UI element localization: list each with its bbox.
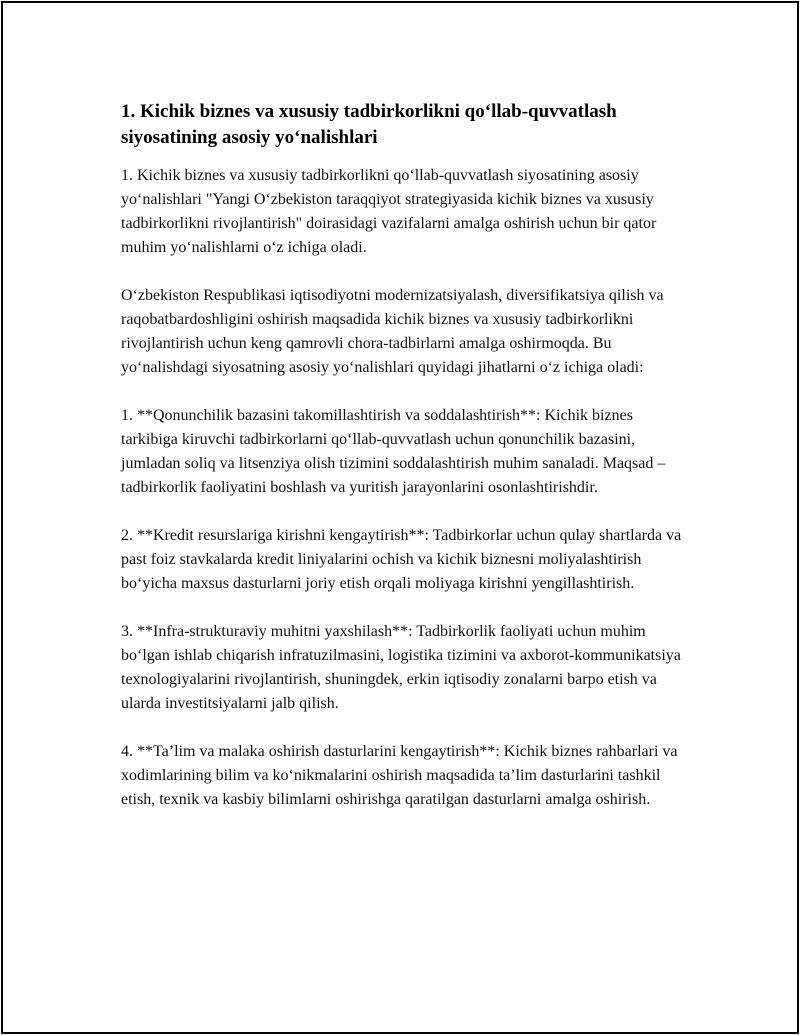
paragraph-item-2: 2. **Kredit resurslariga kirishni kengaytirish**: Tadbirkorlar uchun qulay shartlarda va past foiz stavkalarda kredit liniyalarini ochish va kichik biznesni moliyalashtirish bo‘yicha maxsus dasturlarni joriy etish orqali moliyaga kirishni yengillashtirish. [121,527,682,592]
document-page [1,1,799,1034]
paragraph-item-3: 3. **Infra-strukturaviy muhitni yaxshilash**: Tadbirkorlik faoliyati uchun muhim bo‘lgan ishlab chiqarish infratuzilmasini, logistika tizimini va axborot-kommunikatsiya texnologiyalarini rivojlantirish, shuningdek, erkin iqtisodiy zonalarni barpo etish va ularda investitsiyalarni jalb qilish. [121,623,681,712]
document-content [121,99,687,836]
paragraph-intro: 1. Kichik biznes va xususiy tadbirkorlikni qo‘llab-quvvatlash siyosatining asosiy yo‘nalishlari "Yangi O‘zbekiston taraqqiyot strategiyasida kichik biznes va xususiy tadbirkorlikni rivojlantirish" doirasidagi vazifalarni amalga oshirish uchun bir qator muhim yo‘nalishlarni o‘z ichiga oladi. [121,167,657,256]
paragraph-item-4: 4. **Ta’lim va malaka oshirish dasturlarini kengaytirish**: Kichik biznes rahbarlari va xodimlarining bilim va ko‘nikmalarini oshirish maqsadida ta’lim dasturlarini tashkil etish, texnik va kasbiy bilimlarni oshirishga qaratilgan dasturlarni amalga oshirish. [121,743,678,808]
paragraph-item-1: 1. **Qonunchilik bazasini takomillashtirish va soddalashtirish**: Kichik biznes tarkibiga kiruvchi tadbirkorlarni qo‘llab-quvvatlash uchun qonunchilik bazasini, jumladan soliq va litsenziya olish tizimini soddalashtirish muhim sanaladi. Maqsad – tadbirkorlik faoliyatini boshlash va yuritish jarayonlarini osonlashtirishdir. [121,407,666,496]
paragraph-context: O‘zbekiston Respublikasi iqtisodiyotni modernizatsiyalash, diversifikatsiya qilish va raqobatbardoshligini oshirish maqsadida kichik biznes va xususiy tadbirkorlikni rivojlantirish uchun keng qamrovli chora-tadbirlarni amalga oshirmoqda. Bu yo‘nalishdagi siyosatning asosiy yo‘nalishlari quyidagi jihatlarni o‘z ichiga oladi: [121,287,664,376]
section-heading: 1. Kichik biznes va xususiy tadbirkorlikni qo‘llab-quvvatlash siyosatining asosiy yo‘nalishlari [121,101,617,148]
